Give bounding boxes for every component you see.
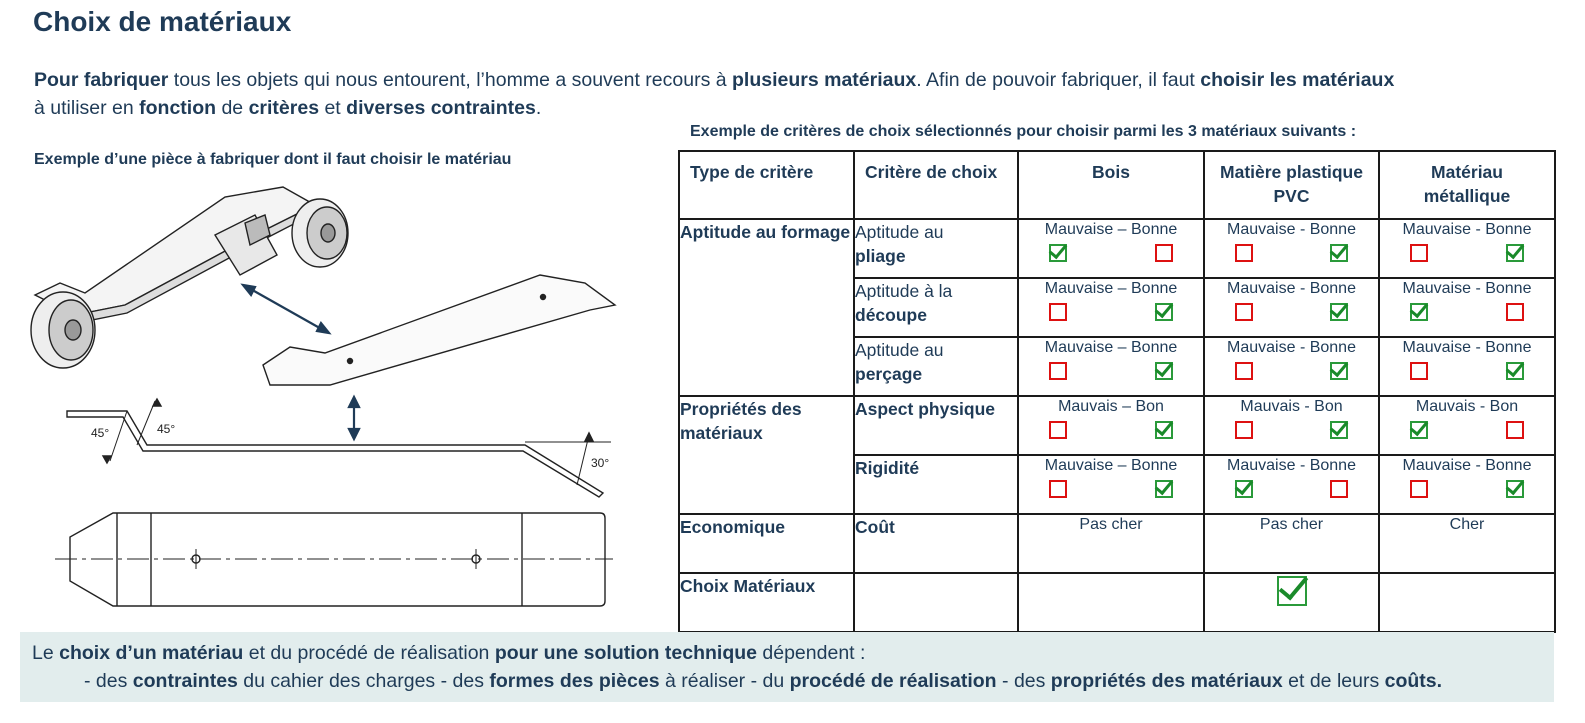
bad-checkbox-icon xyxy=(1410,303,1428,321)
conclusion-text: à réaliser - du xyxy=(659,670,790,692)
good-checkbox-icon xyxy=(1155,362,1173,380)
good-checkbox-icon xyxy=(1155,421,1173,439)
cost-cell xyxy=(1379,514,1555,573)
intro-bold: choisir les matériaux xyxy=(1200,69,1395,91)
conclusion-text: et de leurs xyxy=(1282,670,1385,692)
criteria-name: Aspect physique xyxy=(855,399,996,419)
rating-checkboxes xyxy=(1205,476,1378,498)
criteria-name: Aptitude au xyxy=(855,222,944,242)
conclusion-bold: contraintes xyxy=(132,670,238,692)
angle-label: 45° xyxy=(157,422,176,436)
good-checkbox-icon xyxy=(1506,480,1524,498)
rating-scale-label: Mauvaise - Bonne xyxy=(1402,339,1532,356)
rating-scale-label: Mauvaise – Bonne xyxy=(1044,221,1178,238)
criteria-name: perçage xyxy=(855,364,923,384)
rating-cell xyxy=(1204,455,1379,514)
rating-checkboxes xyxy=(1205,299,1378,321)
conclusion-bold: propriétés des matériaux xyxy=(1050,670,1283,692)
rating-cell xyxy=(1379,396,1555,455)
rating-cell xyxy=(1204,278,1379,337)
criteria-name: Aptitude à la xyxy=(855,281,953,301)
cost-cell xyxy=(1204,514,1379,573)
chosen-material-cell xyxy=(1204,573,1379,632)
table-header-row xyxy=(679,151,1555,219)
angle-label: 30° xyxy=(591,456,610,470)
table-row xyxy=(679,573,1555,632)
bad-checkbox-icon xyxy=(1049,362,1067,380)
rating-scale-label: Mauvaise – Bonne xyxy=(1044,457,1178,474)
criteria-name: Coût xyxy=(855,517,895,537)
bad-checkbox-icon xyxy=(1049,244,1067,262)
rating-cell xyxy=(1018,278,1204,337)
good-checkbox-icon xyxy=(1506,421,1524,439)
chosen-checkbox-icon xyxy=(1277,576,1307,606)
cost-value: Pas cher xyxy=(1079,516,1143,533)
rating-scale-label: Mauvaise - Bonne xyxy=(1227,339,1356,356)
header-cell: Critère de choix xyxy=(854,151,1018,219)
intro-text: . xyxy=(535,97,542,119)
good-checkbox-icon xyxy=(1506,362,1524,380)
header-cell: Matériau métallique xyxy=(1379,151,1555,219)
bad-checkbox-icon xyxy=(1235,480,1253,498)
rating-cell xyxy=(1018,396,1204,455)
conclusion-text: - des xyxy=(84,670,133,692)
conclusion-text: et du procédé de réalisation xyxy=(243,642,495,664)
conclusion-box xyxy=(20,632,1554,702)
criteria-name: Rigidité xyxy=(855,458,920,478)
rating-scale-label: Mauvaise - Bonne xyxy=(1227,457,1356,474)
rating-checkboxes xyxy=(1205,417,1378,439)
good-checkbox-icon xyxy=(1506,244,1524,262)
criteria-table xyxy=(678,150,1556,633)
page-title: Choix de matériaux xyxy=(33,6,292,37)
rating-checkboxes xyxy=(1019,240,1203,262)
bad-checkbox-icon xyxy=(1235,362,1253,380)
rating-checkboxes xyxy=(1380,358,1554,380)
criteria-name-cell xyxy=(854,219,1018,278)
header-cell: Type de critère xyxy=(679,151,854,219)
rating-scale-label: Mauvaise – Bonne xyxy=(1044,339,1178,356)
cost-value: Pas cher xyxy=(1259,516,1324,533)
criteria-name-cell xyxy=(854,337,1018,396)
bad-checkbox-icon xyxy=(1235,244,1253,262)
rating-checkboxes xyxy=(1380,476,1554,498)
bad-checkbox-icon xyxy=(1410,480,1428,498)
intro-paragraph xyxy=(34,66,1554,122)
intro-bold: plusieurs matériaux xyxy=(732,69,917,91)
conclusion-bold: choix d’un matériau xyxy=(59,642,244,664)
good-checkbox-icon xyxy=(1330,362,1348,380)
bad-checkbox-icon xyxy=(1049,303,1067,321)
criteria-name: pliage xyxy=(855,246,906,266)
intro-text: à utiliser en xyxy=(34,97,140,119)
bad-checkbox-icon xyxy=(1410,421,1428,439)
intro-bold: diverses contraintes xyxy=(346,97,536,119)
good-checkbox-icon xyxy=(1330,303,1348,321)
good-checkbox-icon xyxy=(1330,421,1348,439)
rating-cell xyxy=(1204,396,1379,455)
rating-cell xyxy=(1018,455,1204,514)
rating-checkboxes xyxy=(1205,240,1378,262)
bad-checkbox-icon xyxy=(1235,303,1253,321)
bad-checkbox-icon xyxy=(1235,421,1253,439)
criteria-name-cell xyxy=(854,455,1018,514)
rating-checkboxes xyxy=(1205,358,1378,380)
empty-cell xyxy=(1018,573,1204,632)
header-cell: Bois xyxy=(1018,151,1204,219)
rating-cell xyxy=(1018,219,1204,278)
rating-scale-label: Mauvais – Bon xyxy=(1058,398,1164,415)
criteria-name: découpe xyxy=(855,305,927,325)
good-checkbox-icon xyxy=(1155,244,1173,262)
conclusion-text: dépendent : xyxy=(756,642,866,664)
intro-bold: Pour fabriquer xyxy=(34,69,169,91)
bad-checkbox-icon xyxy=(1049,480,1067,498)
intro-text: et xyxy=(319,97,347,119)
bad-checkbox-icon xyxy=(1410,244,1428,262)
rating-cell xyxy=(1379,278,1555,337)
cost-cell xyxy=(1018,514,1204,573)
good-checkbox-icon xyxy=(1155,303,1173,321)
conclusion-bold: coûts. xyxy=(1384,670,1443,692)
rating-scale-label: Mauvaise - Bonne xyxy=(1227,221,1356,238)
criteria-name: Aptitude au xyxy=(855,340,944,360)
conclusion-bold: procédé de réalisation xyxy=(789,670,997,692)
rating-cell xyxy=(1204,219,1379,278)
conclusion-line xyxy=(84,667,1442,695)
scooter-illustration xyxy=(31,187,348,368)
rating-checkboxes xyxy=(1019,476,1203,498)
part-top-view xyxy=(55,513,613,606)
conclusion-bold: formes des pièces xyxy=(489,670,660,692)
criteria-type-cell: Choix Matériaux xyxy=(679,573,854,632)
criteria-name-cell xyxy=(854,396,1018,455)
part-3d-view xyxy=(263,275,615,385)
part-side-view xyxy=(67,399,611,497)
table-row xyxy=(679,514,1555,573)
conclusion-line xyxy=(32,639,865,667)
conclusion-text: - des xyxy=(996,670,1051,692)
bad-checkbox-icon xyxy=(1410,362,1428,380)
criteria-type-cell: Economique xyxy=(679,514,854,573)
criteria-type-cell: Aptitude au formage xyxy=(679,219,854,396)
rating-checkboxes xyxy=(1019,358,1203,380)
rating-scale-label: Mauvaise - Bonne xyxy=(1402,280,1532,297)
intro-text: tous les objets qui nous entourent, l’homme a souvent recours à xyxy=(168,69,733,91)
rating-scale-label: Mauvaise - Bonne xyxy=(1402,221,1532,238)
rating-scale-label: Mauvaise - Bonne xyxy=(1402,457,1532,474)
conclusion-bold: pour une solution technique xyxy=(494,642,757,664)
rating-checkboxes xyxy=(1019,299,1203,321)
empty-cell xyxy=(1379,573,1555,632)
empty-cell xyxy=(854,573,1018,632)
intro-text: . Afin de pouvoir fabriquer, il faut xyxy=(916,69,1201,91)
diagonal-arrow xyxy=(243,285,329,333)
rating-checkboxes xyxy=(1019,417,1203,439)
good-checkbox-icon xyxy=(1330,244,1348,262)
rating-scale-label: Mauvais - Bon xyxy=(1415,398,1519,415)
table-caption: Exemple de critères de choix sélectionnés pour choisir parmi les 3 matériaux suivants : xyxy=(690,123,1357,140)
good-checkbox-icon xyxy=(1330,480,1348,498)
bad-checkbox-icon xyxy=(1049,421,1067,439)
criteria-name-cell xyxy=(854,278,1018,337)
criteria-name-cell xyxy=(854,514,1018,573)
conclusion-text: Le xyxy=(32,642,60,664)
table-row xyxy=(679,219,1555,278)
header-cell: Matière plastique PVC xyxy=(1204,151,1379,219)
rating-cell xyxy=(1204,337,1379,396)
piece-caption: Exemple d’une pièce à fabriquer dont il faut choisir le matériau xyxy=(34,151,512,168)
intro-text: de xyxy=(216,97,249,119)
rating-scale-label: Mauvaise – Bonne xyxy=(1044,280,1178,297)
rating-cell xyxy=(1379,219,1555,278)
angle-label: 45° xyxy=(91,426,110,440)
good-checkbox-icon xyxy=(1506,303,1524,321)
intro-bold: fonction xyxy=(139,97,217,119)
rating-cell xyxy=(1018,337,1204,396)
rating-cell xyxy=(1379,455,1555,514)
intro-bold: critères xyxy=(248,97,320,119)
scooter-part-drawing xyxy=(15,175,655,615)
rating-checkboxes xyxy=(1380,417,1554,439)
rating-checkboxes xyxy=(1380,240,1554,262)
rating-scale-label: Mauvais - Bon xyxy=(1240,398,1343,415)
criteria-type-cell: Propriétés des matériaux xyxy=(679,396,854,514)
rating-checkboxes xyxy=(1380,299,1554,321)
conclusion-text: du cahier des charges - des xyxy=(237,670,490,692)
good-checkbox-icon xyxy=(1155,480,1173,498)
rating-scale-label: Mauvaise - Bonne xyxy=(1227,280,1356,297)
table-row xyxy=(679,396,1555,455)
vertical-arrow xyxy=(349,397,359,439)
rating-cell xyxy=(1379,337,1555,396)
cost-value: Cher xyxy=(1449,516,1485,533)
